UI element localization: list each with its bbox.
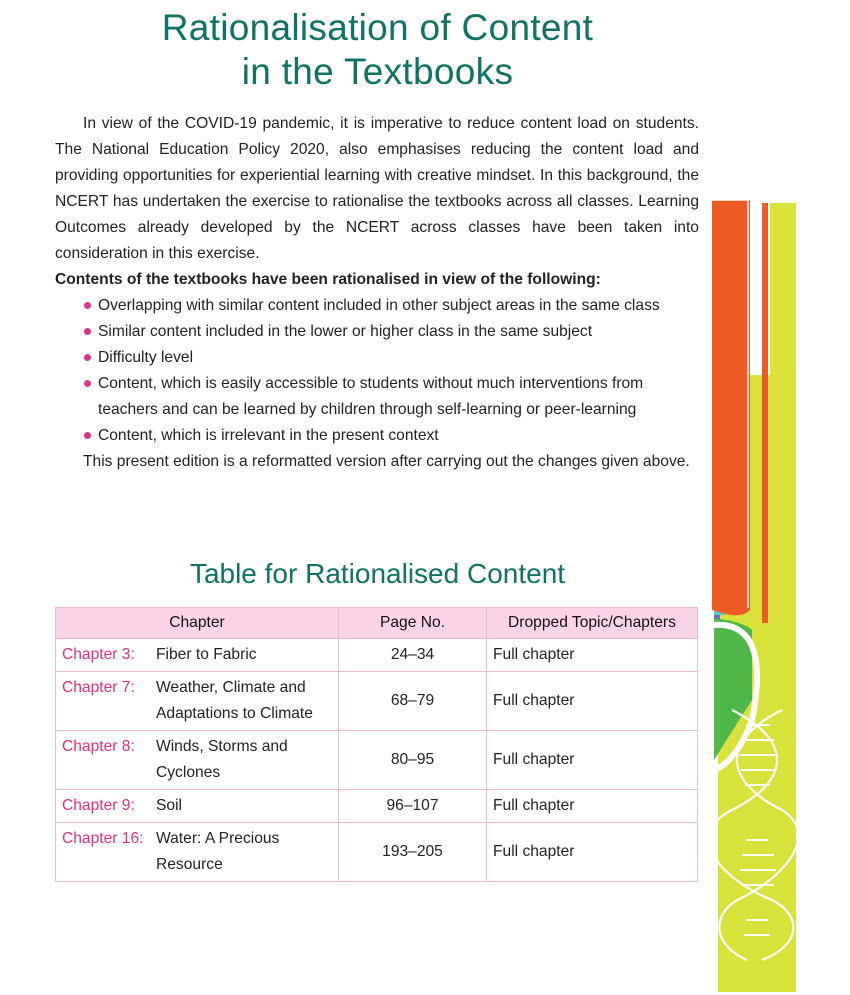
table-title: Table for Rationalised Content (189, 558, 566, 589)
dna-ribbon-graphic (712, 200, 812, 995)
table-row (56, 823, 698, 882)
chapter-name: Soil (156, 797, 183, 814)
bullet-dot-icon (84, 380, 91, 387)
list-item: Difficulty level (55, 345, 699, 371)
table-row (56, 639, 698, 672)
page-range: 96–107 (339, 790, 487, 823)
table-header-row (56, 608, 698, 639)
page-range: 80–95 (339, 731, 487, 790)
chapter-name: Water: A Precious Resource (156, 830, 280, 873)
intro-section (55, 111, 699, 475)
bullet-dot-icon (84, 354, 91, 361)
title-line-2: in the Textbooks (241, 51, 514, 92)
orange-ribbon (712, 200, 750, 615)
chapter-label: Chapter 9: (62, 797, 135, 814)
title-line-1: Rationalisation of Content (161, 7, 594, 48)
closing-paragraph: This present edition is a reformatted version after carrying out the changes given above. (83, 453, 690, 470)
chapter-label: Chapter 7: (62, 679, 135, 696)
chapter-label: Chapter 16: (62, 830, 144, 847)
criteria-list (55, 293, 699, 449)
dropped-topic: Full chapter (487, 790, 698, 823)
page-range: 193–205 (339, 823, 487, 882)
dropped-topic: Full chapter (487, 823, 698, 882)
list-item: Content, which is easily accessible to students without much interventions from teachers and can be learned by children through self-learning or peer-learning (55, 371, 699, 423)
lead-in-text: Contents of the textbooks have been rationalised in view of the following: (55, 271, 601, 288)
page-range: 68–79 (339, 672, 487, 731)
header-page-no: Page No. (339, 608, 487, 639)
header-chapter: Chapter (56, 608, 339, 639)
dropped-topic: Full chapter (487, 672, 698, 731)
list-item: Overlapping with similar content included in other subject areas in the same class (55, 293, 699, 319)
header-dropped: Dropped Topic/Chapters (487, 608, 698, 639)
list-item: Similar content included in the lower or higher class in the same subject (55, 319, 699, 345)
table-row (56, 731, 698, 790)
chapter-label: Chapter 3: (62, 646, 135, 663)
chapter-label: Chapter 8: (62, 738, 135, 755)
rationalised-content-table (55, 607, 698, 882)
table-row (56, 672, 698, 731)
orange-thin-ribbon (762, 203, 768, 623)
table-row (56, 790, 698, 823)
dropped-topic: Full chapter (487, 731, 698, 790)
intro-paragraph: In view of the COVID-19 pandemic, it is imperative to reduce content load on students. The National Education Policy 2020, also emphasises reducing the content load and providing opportunities for experiential learning with creative mindset. In this background, the NCERT has undertaken the exercise to rationalise the textbooks across all classes. Learning Outcomes already developed by the NCERT across classes have been taken into consideration in this exercise. (55, 115, 699, 262)
bullet-dot-icon (84, 328, 91, 335)
bullet-dot-icon (84, 432, 91, 439)
chapter-name: Winds, Storms and Cyclones (156, 738, 288, 781)
dropped-topic: Full chapter (487, 639, 698, 672)
page-title (0, 6, 755, 94)
page-range: 24–34 (339, 639, 487, 672)
chapter-name: Fiber to Fabric (156, 646, 257, 663)
chapter-name: Weather, Climate and Adaptations to Climate (156, 679, 313, 722)
list-item: Content, which is irrelevant in the present context (55, 423, 699, 449)
bullet-dot-icon (84, 302, 91, 309)
